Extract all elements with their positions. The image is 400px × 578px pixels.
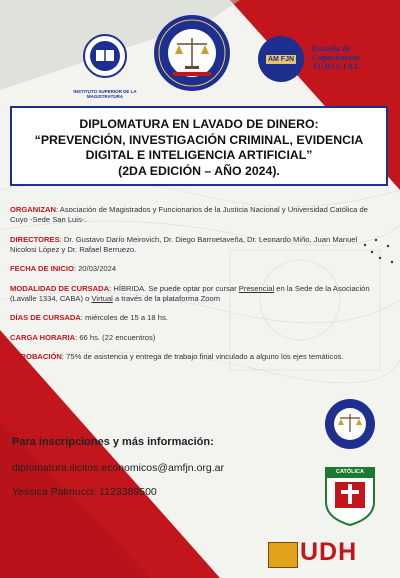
- amfjn-badge-text: AM FJN: [267, 55, 295, 63]
- universidad-catolica-logo: [322, 462, 378, 526]
- asociacion-seal-small: [324, 398, 376, 450]
- aprobacion-item: [10, 352, 372, 362]
- udh-small-text: CÁTEDRA UNESCO: [300, 565, 338, 570]
- organizan-item: [10, 205, 372, 225]
- fecha-text: : 20/03/2024: [73, 264, 117, 273]
- modalidad-label: MODALIDAD DE CURSADA: [10, 283, 110, 293]
- aprobacion-label: APROBACIÓN: [10, 352, 62, 361]
- modalidad-presencial: Presencial: [238, 283, 275, 293]
- contact-email-link[interactable]: diplomatura.ilicitos.economicos@amfjn.org.ar: [12, 462, 224, 474]
- amfjn-badge: [258, 36, 304, 82]
- udh-emblem: [268, 542, 298, 568]
- organizan-label: ORGANIZAN: [10, 205, 56, 214]
- escuela-capacitacion-logo: [258, 34, 378, 84]
- scales-of-justice-seal-icon: [153, 14, 231, 92]
- instituto-emblem-icon: [70, 34, 140, 84]
- directores-item: [10, 235, 372, 255]
- title-line-3: DIGITAL E INTELIGENCIA ARTIFICIAL”: [85, 148, 313, 162]
- instituto-caption: INSTITUTO SUPERIOR DE LA MAGISTRATURA: [73, 89, 137, 99]
- modalidad-virtual: Virtual: [91, 293, 113, 303]
- carga-label: CARGA HORARIA: [10, 332, 76, 342]
- scales-seal-small-icon: [324, 398, 376, 450]
- directores-text: : Dr. Gustavo Darío Meirovich, Dr. Diego Barroetaveña, Dr. Leonardo Miño, Juan Manuel Nicolosi López y Dr. Rafael Berruezo.: [10, 234, 358, 254]
- contact-heading: Para inscripciones y más información:: [12, 436, 214, 448]
- dias-label: DÍAS DE CURSADA: [10, 313, 81, 322]
- info-section: [10, 205, 372, 372]
- escuela-line-2: Capacitación: [312, 52, 360, 62]
- dias-item: [10, 313, 372, 323]
- directores-label: DIRECTORES: [10, 234, 60, 244]
- udh-text: UDH: [300, 538, 358, 566]
- escuela-line-3: JUDICIAL: [312, 61, 362, 71]
- title-card: [10, 106, 388, 186]
- escuela-line-1: Escuela de: [312, 43, 351, 53]
- title-line-4: (2DA EDICIÓN – AÑO 2024).: [118, 163, 280, 178]
- modalidad-text-c: a través de la plataforma Zoom: [112, 293, 221, 303]
- title-line-1: DIPLOMATURA EN LAVADO DE DINERO:: [79, 117, 319, 131]
- organizan-text: : Asociación de Magistrados y Funcionarios de la Justicia Nacional y Universidad Católica de Cuyo -Sede San Luis-.: [10, 205, 368, 224]
- fecha-item: [10, 264, 372, 274]
- modalidad-text-b: en la Sede de la Asociación (Lavalle 1334, CABA) o: [10, 283, 370, 303]
- udh-logo: [268, 540, 378, 570]
- modalidad-item: [10, 284, 372, 304]
- carga-item: [10, 333, 372, 343]
- instituto-superior-logo: [70, 34, 140, 99]
- carga-text: : 66 hs. (22 encuentros): [75, 332, 156, 342]
- catolica-label: CATÓLICA: [335, 469, 364, 475]
- modalidad-text-a: : HÍBRIDA. Se puede optar por cursar: [109, 283, 239, 293]
- title-line-2: “PREVENCIÓN, INVESTIGACIÓN CRIMINAL, EVIDENCIA: [34, 132, 364, 147]
- asociacion-seal-logo: [153, 14, 231, 92]
- contact-section: [12, 436, 224, 498]
- contact-phone: Yessica Palmucci: 1123389500: [12, 486, 157, 498]
- dias-text: : miércoles de 15 a 18 hs.: [80, 313, 168, 322]
- aprobacion-text: : 75% de asistencia y entrega de trabajo final vinculado a alguno los ejes temáticos.: [61, 352, 344, 361]
- fecha-label: FECHA DE INICIO: [10, 264, 74, 273]
